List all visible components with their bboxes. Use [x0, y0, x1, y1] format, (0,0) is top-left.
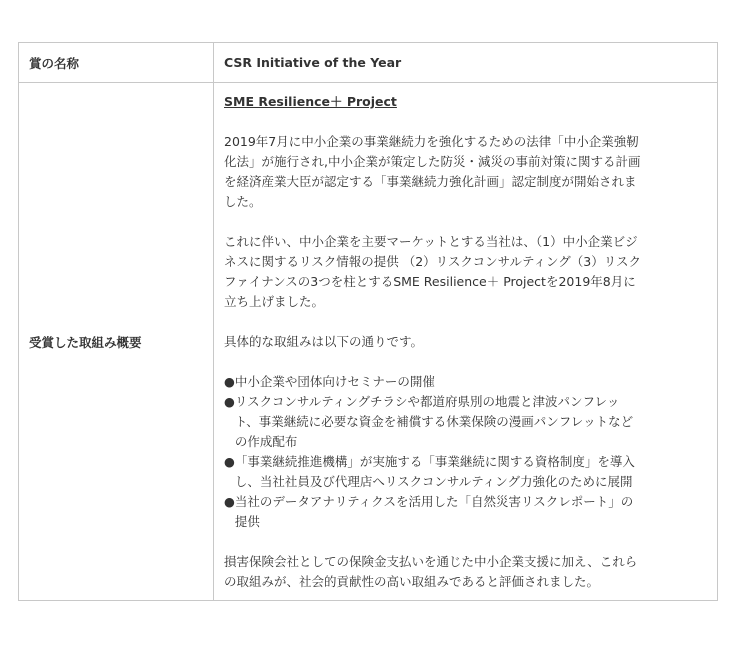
bullet-dot-icon: ●	[224, 394, 235, 409]
award-table	[18, 42, 718, 601]
project-title: SME Resilience＋ Project	[224, 94, 397, 109]
overview-closing: 損害保険会社としての保険金支払いを通じた中小企業支援に加え、これらの取組みが、社会的貢献性の高い取組みであると評価されました。	[224, 554, 638, 589]
bullet-text: 中小企業や団体向けセミナーの開催	[234, 374, 435, 389]
bullet-item	[224, 392, 642, 452]
award-overview-cell	[214, 83, 718, 601]
award-overview-row	[19, 83, 718, 601]
overview-body	[224, 92, 642, 592]
award-name-label: 賞の名称	[19, 43, 214, 83]
bullet-dot-icon: ●	[224, 494, 235, 509]
bullet-dot-icon: ●	[224, 374, 235, 389]
bullet-item	[224, 492, 642, 532]
overview-paragraph-3: 具体的な取組みは以下の通りです。	[224, 334, 424, 349]
overview-paragraph-1: 2019年7月に中小企業の事業継続力を強化するための法律「中小企業強靭化法」が施行され,中小企業が策定した防災・減災の事前対策に関する計画を経済産業大臣が認定する「事業継続力強化計画」認定制度が開始されました。	[224, 134, 641, 209]
bullet-item	[224, 372, 642, 392]
bullet-item	[224, 452, 642, 492]
award-overview-label: 受賞した取組み概要	[19, 83, 214, 601]
bullet-text: リスクコンサルティングチラシや都道府県別の地震と津波パンフレット、事業継続に必要な資金を補償する休業保険の漫画パンフレットなどの作成配布	[234, 394, 634, 449]
award-name-value: CSR Initiative of the Year	[214, 43, 718, 83]
overview-paragraph-2: これに伴い、中小企業を主要マーケットとする当社は、（1）中小企業ビジネスに関するリスク情報の提供 （2）リスクコンサルティング（3）リスクファイナンスの3つを柱とするSME Resilience＋ Projectを2019年8月に立ち上げました。	[224, 234, 642, 309]
award-name-row	[19, 43, 718, 83]
bullet-text: 「事業継続推進機構」が実施する「事業継続に関する資格制度」を導入し、当社社員及び代理店へリスクコンサルティング力強化のために展開	[234, 454, 635, 489]
bullet-dot-icon: ●	[224, 454, 235, 469]
bullet-text: 当社のデータアナリティクスを活用した「自然災害リスクレポート」の提供	[234, 494, 634, 529]
